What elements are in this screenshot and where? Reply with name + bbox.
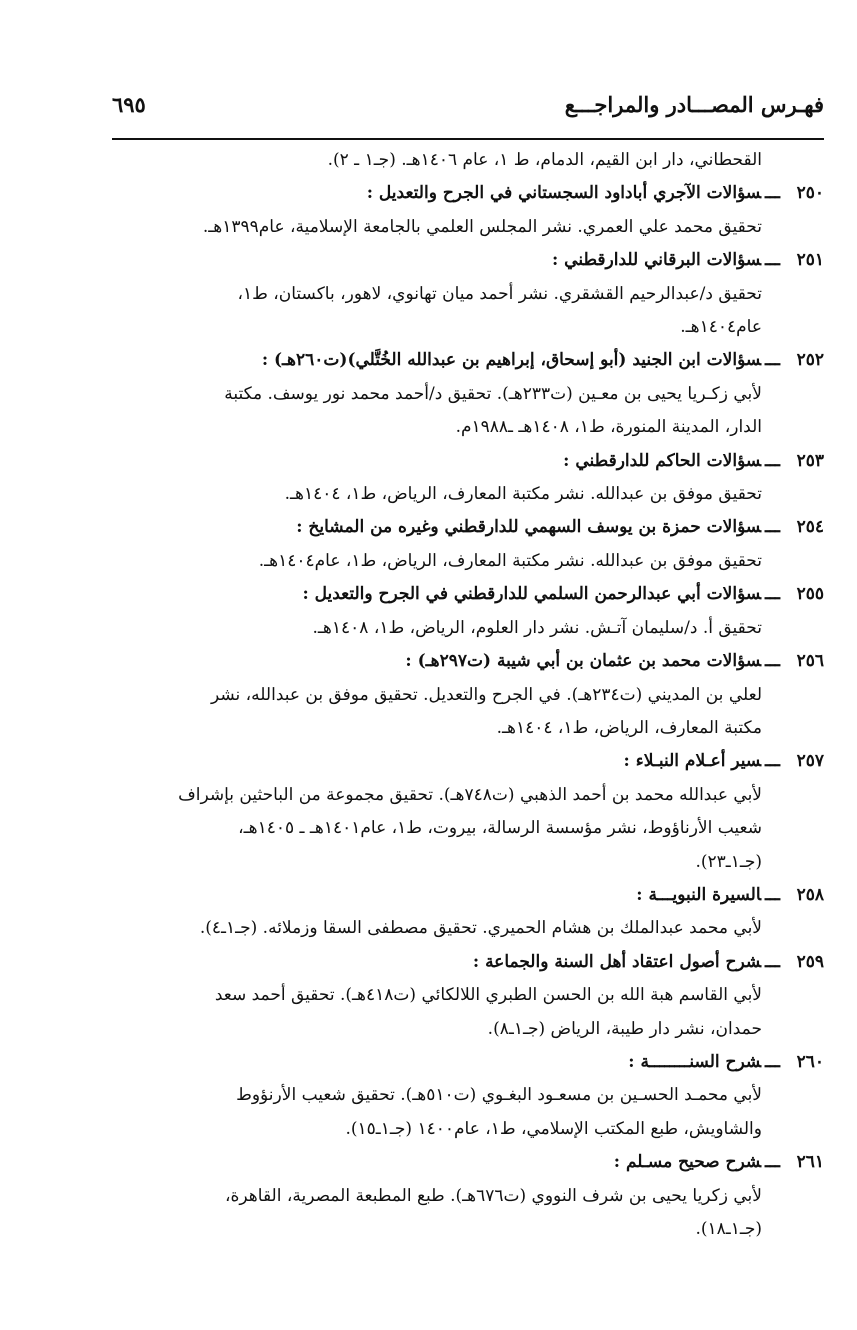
entry-title: شرح السنــــــــة :: [628, 1051, 762, 1072]
entry-number: ٢٥٤: [796, 517, 824, 538]
entry-line: لأبي القاسم هبة الله بن الحسن الطبري اللالكائي (ت٤١٨هـ). تحقيق أحمد سعد: [214, 985, 762, 1006]
entry-number: ٢٦١: [796, 1152, 824, 1173]
entry-heading: ٢٦١ـــشرح صحيح مسـلم :: [112, 1146, 824, 1179]
entry-number: ٢٥٢: [796, 350, 824, 371]
entry-number: ٢٥٩: [796, 951, 824, 972]
entry-title: سؤالات أبي عبدالرحمن السلمي للدارقطني في الجرح والتعديل :: [302, 584, 762, 605]
entry-title: سؤالات محمد بن عثمان بن أبي شيبة (ت٢٩٧هـ) :: [405, 651, 762, 672]
entry-line: لأبي محمد عبدالملك بن هشام الحميري. تحقيق مصطفى السقا وزملائه. (جـ١ـ٤).: [199, 918, 762, 939]
running-title: فهـرس المصـــادر والمراجـــع: [564, 92, 824, 117]
entry-title: سؤالات البرقاني للدارقطني :: [551, 250, 762, 271]
entry-heading: ٢٥٣ـــسؤالات الحاكم للدارقطني :: [112, 445, 824, 478]
entry-line: لأبي محمـد الحسـين بن مسعـود البغـوي (ت٥١٠هـ). تحقيق شعيب الأرنؤوط: [236, 1085, 762, 1106]
entry-number: ٢٥٥: [796, 584, 824, 605]
entry-title: سؤالات الحاكم للدارقطني :: [563, 450, 762, 471]
entry-title: شرح أصول اعتقاد أهل السنة والجماعة :: [472, 951, 762, 972]
entry-line: لأبي عبدالله محمد بن أحمد الذهبي (ت٧٤٨هـ). تحقيق مجموعة من الباحثين بإشراف: [178, 784, 762, 805]
entry-line: تحقيق موفق بن عبدالله. نشر مكتبة المعارف، الرياض، ط١، عام١٤٠٤هـ.: [258, 550, 762, 571]
bibliography-list: [112, 144, 824, 1246]
entry-line: شعيب الأرناؤوط، نشر مؤسسة الرسالة، بيروت، ط١، عام١٤٠١هـ ـ ١٤٠٥هـ،: [238, 818, 762, 839]
entry-line: تحقيق د/عبدالرحيم القشقري. نشر أحمد ميان تهانوي، لاهور، باكستان، ط١،: [237, 283, 762, 304]
entry-heading: ٢٥١ـــسؤالات البرقاني للدارقطني :: [112, 244, 824, 277]
entry-line: لأبي زكـريا يحيى بن معـين (ت٢٣٣هـ). تحقيق د/أحمد محمد نور يوسف. مكتبة: [224, 383, 762, 404]
entry-heading: ٢٥٠ـــسؤالات الآجري أباداود السجستاني في الجرح والتعديل :: [112, 177, 824, 210]
entry-number: ٢٥٧: [796, 751, 824, 772]
entry-heading: ٢٥٥ـــسؤالات أبي عبدالرحمن السلمي للدارقطني في الجرح والتعديل :: [112, 578, 824, 611]
entry-line: حمدان، نشر دار طيبة، الرياض (جـ١ـ٨).: [487, 1018, 762, 1039]
entry-heading: ٢٥٤ـــسؤالات حمزة بن يوسف السهمي للدارقطني وغيره من المشايخ :: [112, 511, 824, 544]
entry-heading: ٢٦٠ـــشرح السنــــــــة :: [112, 1046, 824, 1079]
entry-line: تحقيق أ. د/سليمان آتـش. نشر دار العلوم، الرياض، ط١، ١٤٠٨هـ.: [312, 617, 762, 638]
entry-line: مكتبة المعارف، الرياض، ط١، ١٤٠٤هـ.: [496, 717, 762, 738]
entry-line: لأبي زكريا يحيى بن شرف النووي (ت٦٧٦هـ). طبع المطبعة المصرية، القاهرة،: [225, 1185, 762, 1206]
entry-number: ٢٦٠: [796, 1051, 824, 1072]
entry-title: سير أعـلام النبـلاء :: [623, 751, 762, 772]
entry-line: عام١٤٠٤هـ.: [680, 317, 762, 338]
entry-heading: ٢٥٦ـــسؤالات محمد بن عثمان بن أبي شيبة (ت٢٩٧هـ) :: [112, 645, 824, 678]
entry-number: ٢٥٠: [796, 183, 824, 204]
entry-heading: ٢٥٧ـــسير أعـلام النبـلاء :: [112, 745, 824, 778]
entry-title: سؤالات حمزة بن يوسف السهمي للدارقطني وغيره من المشايخ :: [296, 517, 762, 538]
continuation-line: القحطاني، دار ابن القيم، الدمام، ط ١، عام ١٤٠٦هـ. (جـ١ ـ ٢).: [327, 150, 762, 170]
header-rule: [112, 138, 824, 140]
entry-line: (جـ١ـ١٨).: [695, 1219, 762, 1239]
entry-heading: ٢٥٢ـــسؤالات ابن الجنيد (أبو إسحاق، إبراهيم بن عبدالله الخُتَّلي)(ت٢٦٠هـ) :: [112, 344, 824, 377]
entry-heading: ٢٥٩ـــشرح أصول اعتقاد أهل السنة والجماعة :: [112, 946, 824, 979]
page-number: ٦٩٥: [112, 92, 146, 117]
entry-line: (جـ١ـ٢٣).: [695, 851, 762, 872]
entry-line: والشاويش، طبع المكتب الإسلامي، ط١، عام١٤٠٠ (جـ١ـ١٥).: [345, 1118, 762, 1139]
entry-number: ٢٥٣: [796, 450, 824, 471]
entry-title: السيرة النبويـــة :: [636, 884, 762, 905]
page-header: [112, 86, 824, 126]
entry-line: لعلي بن المديني (ت٢٣٤هـ). في الجرح والتعديل. تحقيق موفق بن عبدالله، نشر: [211, 684, 762, 705]
entry-line: الدار، المدينة المنورة، ط١، ١٤٠٨هـ ـ١٩٨٨م.: [455, 417, 762, 438]
entry-line: تحقيق محمد علي العمري. نشر المجلس العلمي بالجامعة الإسلامية، عام١٣٩٩هـ.: [202, 216, 762, 237]
entry-title: سؤالات الآجري أباداود السجستاني في الجرح والتعديل :: [366, 183, 762, 204]
entry-number: ٢٥٨: [796, 884, 824, 905]
entry-line: تحقيق موفق بن عبدالله. نشر مكتبة المعارف، الرياض، ط١، ١٤٠٤هـ.: [284, 484, 762, 505]
entry-number: ٢٥٦: [796, 651, 824, 672]
entry-heading: ٢٥٨ـــالسيرة النبويـــة :: [112, 879, 824, 912]
entry-title: شرح صحيح مسـلم :: [613, 1152, 762, 1173]
entry-number: ٢٥١: [796, 250, 824, 271]
entry-title: سؤالات ابن الجنيد (أبو إسحاق، إبراهيم بن عبدالله الخُتَّلي)(ت٢٦٠هـ) :: [261, 350, 762, 371]
